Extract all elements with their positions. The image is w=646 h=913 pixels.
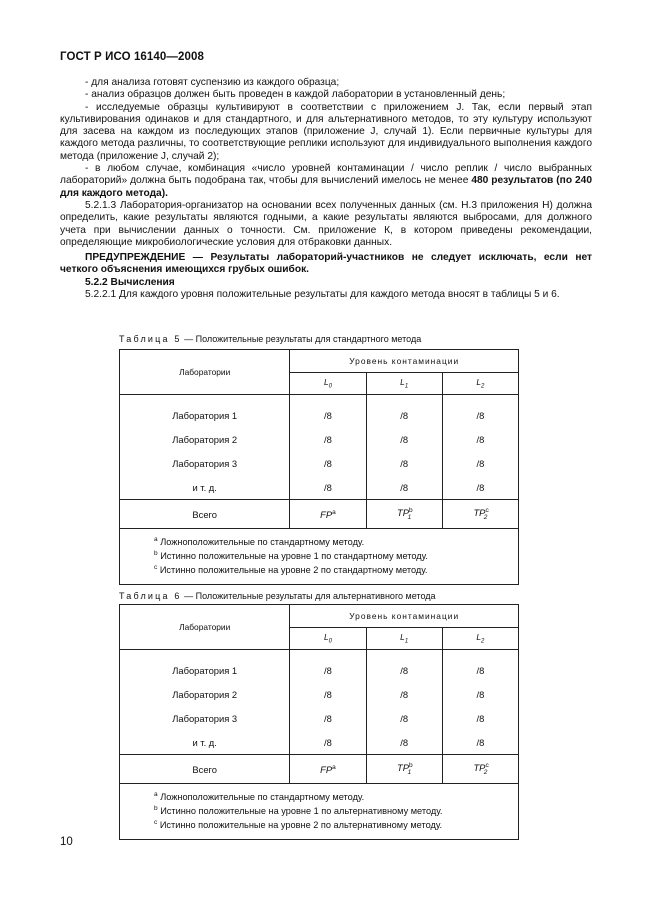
footnote-text: Истинно положительные на уровне 1 по стандартному методу. [160,551,428,561]
level-header-L2 [442,372,518,395]
level-header-L2 [442,627,518,650]
footnotes [120,529,519,585]
positive-count-cell: /8 [442,403,518,427]
table-row [120,706,519,730]
level-subscript: 0 [328,383,332,390]
total-symbol: TP [473,762,486,774]
laboratory-name: Лаборатория 1 [120,658,290,682]
footnote [154,562,518,576]
total-superscript: b [409,762,413,770]
column-group-contamination-level: Уровень контаминации [290,350,519,373]
paragraph-combination [60,163,592,200]
total-symbol: TP [397,762,410,774]
total-subscript: 1 [407,513,412,521]
footnote-mark: b [154,550,158,557]
footnote-mark: b [154,805,158,812]
total-subscript: 1 [407,768,412,776]
level-header-L0 [290,372,366,395]
level-symbol: L [400,376,405,387]
spacer-cell [366,395,442,404]
level-symbol: L [400,631,405,642]
total-symbol: FP [320,763,333,775]
section-heading: 5.2.2 Вычисления [85,276,175,288]
paragraph-5-2-1-3: 5.2.1.3 Лаборатория-организатор на основании всех полученных данных (см. Н.3 приложения Н) должна определить, какие результаты являются годными, а какие результаты являются выбросами, для должного учета при вычислении данных о точности. См. приложение К, в котором приведены рекомендации, определяющие микробиологические условия для отбраковки данных. [60,199,592,248]
paragraph-suspension: - для анализа готовят суспензию из каждого образца; [85,77,340,88]
positive-count-cell: /8 [290,475,366,500]
spacer-row [120,395,519,404]
total-superscript: c [485,762,489,770]
header-row [120,350,519,373]
footnotes-row [120,784,519,840]
footnote [154,548,518,562]
total-superscript: a [332,763,336,771]
footnote-text: Истинно положительные на уровне 1 по альтернативному методу. [160,806,443,816]
paragraph-combination-text: - в любом случае, комбинация «число уровней контаминации / число реплик / число выбранных лабораторий» должна быть подобрана так, чтобы для вычислений имелось не менее [60,163,592,187]
laboratory-name: Лаборатория 2 [120,682,290,706]
total-cell [366,500,442,529]
footnote-mark: a [154,791,158,798]
footnote-mark: c [154,564,158,571]
footnote [154,534,518,548]
positive-count-cell: /8 [290,403,366,427]
laboratory-name: Лаборатория 3 [120,451,290,475]
footnote [154,789,518,803]
positive-count-cell: /8 [290,427,366,451]
positive-count-cell: /8 [442,658,518,682]
paragraph-combination-bold: 480 результатов (по 240 для каждого метода). [60,175,592,199]
total-subscript: 2 [483,513,488,521]
positive-count-cell: /8 [290,451,366,475]
positive-count-cell: /8 [442,451,518,475]
table-row [120,475,519,500]
paragraph-cultivation: - исследуемые образцы культивируют в соответствии с приложением J. Так, если первый этап культивирования одинаков и для стандартного, и для альтернативного методов, то эту культуру используют для засева на каждом из последующих этапов (приложение J, случай 1). Если первичные культуры для каждого метода различны, то соответствующие реплики используют для индивидуального выполнения каждого метода (приложение J, случай 2); [60,101,592,162]
paragraph-analysis-day: - анализ образцов должен быть проведен в каждой лаборатории в установленный день; [85,89,506,101]
laboratory-name: Лаборатория 1 [120,403,290,427]
table-row [120,658,519,682]
spacer-row [120,650,519,659]
table5-caption-text: — Положительные результаты для стандартного метода [181,334,422,344]
level-header-L0 [290,627,366,650]
level-subscript: 0 [328,638,332,645]
spacer-cell [366,650,442,659]
column-group-contamination-level: Уровень контаминации [290,605,519,628]
total-superscript: b [409,507,413,515]
total-symbol: TP [473,507,486,519]
positive-count-cell: /8 [366,706,442,730]
positive-count-cell: /8 [442,706,518,730]
column-header-laboratories: Лаборатории [120,605,290,650]
table6 [119,604,519,840]
spacer-cell [120,650,290,659]
level-symbol: L [323,376,329,387]
spacer-cell [442,650,518,659]
page-number: 10 [60,836,73,848]
footnote-mark: c [154,819,158,826]
footnote-text: Истинно положительные на уровне 2 по альтернативному методу. [159,820,443,830]
table-row [120,451,519,475]
level-header-L1 [366,372,442,395]
positive-count-cell: /8 [442,427,518,451]
total-row [120,500,519,529]
level-header-L1 [366,627,442,650]
total-label: Всего [120,755,290,784]
level-subscript: 2 [481,383,485,390]
level-subscript: 1 [404,383,409,390]
laboratory-name: и т. д. [120,475,290,500]
spacer-cell [120,395,290,404]
table-row [120,682,519,706]
level-subscript: 1 [404,638,409,645]
table6-caption [119,591,436,601]
table6-caption-text: — Положительные результаты для альтернативного метода [181,591,436,601]
footnote-text: Истинно положительные на уровне 2 по стандартному методу. [159,565,428,575]
spacer-cell [290,395,366,404]
total-cell [442,500,518,529]
level-subscript: 2 [481,638,485,645]
table-row [120,730,519,755]
spacer-cell [290,650,366,659]
document-header: ГОСТ Р ИСО 16140—2008 [60,51,205,63]
positive-count-cell: /8 [366,730,442,755]
positive-count-cell: /8 [366,682,442,706]
table6-caption-label: Таблица 6 [119,591,182,601]
total-cell [290,755,366,784]
positive-count-cell: /8 [442,730,518,755]
body-text [60,77,592,301]
total-cell [442,755,518,784]
level-symbol: L [476,631,482,642]
footnotes-row [120,529,519,585]
laboratory-name: Лаборатория 3 [120,706,290,730]
positive-count-cell: /8 [290,730,366,755]
total-row [120,755,519,784]
positive-count-cell: /8 [290,682,366,706]
level-symbol: L [323,631,329,642]
table5-caption-label: Таблица 5 [119,334,182,344]
total-superscript: c [485,507,489,515]
positive-count-cell: /8 [366,427,442,451]
table-row [120,427,519,451]
total-cell [366,755,442,784]
positive-count-cell: /8 [442,682,518,706]
footnote-text: Ложноположительные по стандартному методу. [160,792,365,802]
footnotes [120,784,519,840]
table5 [119,349,519,585]
laboratory-name: Лаборатория 2 [120,427,290,451]
spacer-cell [442,395,518,404]
total-cell [290,500,366,529]
header-row [120,605,519,628]
positive-count-cell: /8 [290,706,366,730]
total-superscript: a [332,508,336,516]
footnote [154,817,518,831]
positive-count-cell: /8 [366,658,442,682]
footnote [154,803,518,817]
column-header-laboratories: Лаборатории [120,350,290,395]
warning-paragraph: ПРЕДУПРЕЖДЕНИЕ — Результаты лабораторий-участников не следует исключать, если нет четкого объяснения имеющихся грубых ошибок. [60,252,592,276]
total-label: Всего [120,500,290,529]
table-row [120,403,519,427]
positive-count-cell: /8 [442,475,518,500]
total-symbol: FP [320,508,333,520]
positive-count-cell: /8 [366,451,442,475]
positive-count-cell: /8 [366,403,442,427]
table5-caption [119,334,421,344]
positive-count-cell: /8 [366,475,442,500]
positive-count-cell: /8 [290,658,366,682]
footnote-mark: a [154,536,158,543]
laboratory-name: и т. д. [120,730,290,755]
total-subscript: 2 [483,768,488,776]
footnote-text: Ложноположительные по стандартному методу. [160,537,365,547]
total-symbol: TP [397,507,410,519]
paragraph-5-2-2-1: 5.2.2.1 Для каждого уровня положительные результаты для каждого метода вносят в таблицы 5 и 6. [85,289,560,301]
level-symbol: L [476,376,482,387]
